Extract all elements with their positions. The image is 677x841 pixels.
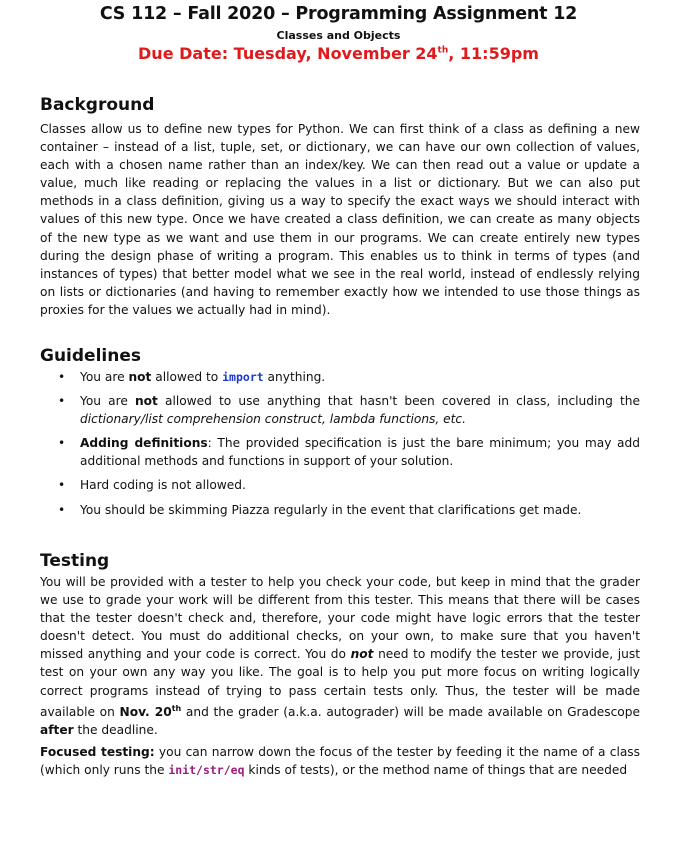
- text: you can narrow down the focus of the tester by feeding it the name of a class (which only runs the: [40, 745, 641, 778]
- bullet-icon: •: [58, 478, 66, 493]
- emphasis: Adding definitions: [80, 436, 208, 451]
- code-methods: init/str/eq: [168, 763, 245, 778]
- page-subtitle: Classes and Objects: [276, 29, 401, 42]
- emphasis: not: [128, 370, 152, 384]
- testing-heading: Testing: [40, 551, 110, 571]
- date-sup: th: [171, 703, 182, 713]
- due-date: [0, 44, 677, 63]
- focused-testing-paragraph: [40, 743, 640, 779]
- text: You should be skimming Piazza regularly in the event that clarifications get made.: [80, 502, 582, 517]
- text: need to modify the tester we provide, just test on your own any way you like. The goal is to help you put more focus on writing logically correct programs instead of trying to pass certain tests only. Thus, the tester will be made available on: [40, 647, 641, 719]
- guidelines-list: [40, 368, 640, 525]
- testing-paragraph: [40, 573, 640, 739]
- emphasis: not: [350, 647, 374, 662]
- due-date-suffix-sup: th: [437, 45, 449, 56]
- list-item: [40, 434, 640, 470]
- guidelines-heading: Guidelines: [40, 346, 141, 366]
- bullet-icon: •: [58, 502, 66, 517]
- list-item: [40, 368, 640, 386]
- text: anything.: [263, 370, 326, 384]
- emphasis: not: [134, 394, 158, 409]
- emphasis: Focused testing:: [40, 745, 155, 759]
- text: You are: [80, 394, 135, 409]
- list-item: [40, 392, 640, 428]
- emphasis: after: [40, 722, 74, 737]
- text: kinds of tests), or the method name of things that are needed: [244, 763, 628, 778]
- text: : The provided specification is just the bare minimum; you may add additional methods and functions in support of your solution.: [80, 436, 640, 469]
- text: and the grader (a.k.a. autograder) will be made available on Gradescope: [181, 704, 640, 719]
- due-date-prefix: Due Date: Tuesday, November 24: [138, 44, 438, 63]
- list-item: [40, 476, 640, 494]
- bullet-icon: •: [58, 394, 66, 409]
- bullet-icon: •: [58, 370, 66, 384]
- page-title: CS 112 – Fall 2020 – Programming Assignment 12: [99, 4, 578, 24]
- text: You will be provided with a tester to help you check your code, but keep in mind that the grader we use to grade your work will be different from this tester. This means that there will be cases that the tester doesn't check and, therefore, your code might have logic errors that the tester doesn't detect. You must do additional checks, on your own, to make sure that you haven't missed anything and your code is correct. You do: [40, 575, 640, 662]
- text: allowed to use anything that hasn't been covered in class, including the: [157, 394, 640, 409]
- date-text: Nov. 20: [119, 704, 172, 719]
- emphasis-date: [120, 705, 182, 719]
- text: allowed to: [151, 370, 223, 384]
- background-heading: Background: [40, 95, 155, 115]
- text: the deadline.: [73, 722, 158, 737]
- italic-text: dictionary/list comprehension construct, lambda functions, etc.: [80, 412, 467, 427]
- background-paragraph: Classes allow us to define new types for Python. We can first think of a class as defining a new container – instead of a list, tuple, set, or dictionary, we can have our own collection of values, each with a chosen name rather than an index/key. We can then read out a value or update a value, much like reading or replacing the values in a list or dictionary. But we can also put methods in a class definition, giving us a way to specify the exact ways we should interact with values of this new type. Once we have created a class definition, we can create as many objects of the new type as we want and use them in our programs. We can create entirely new types during the design phase of writing a program. This enables us to think in terms of types (and instances of types) that better model what we see in the real world, instead of endlessly relying on lists or dictionaries (and having to remember exactly how we intended to use those things as proxies for the values we actually had in mind).: [40, 122, 640, 317]
- due-date-time: , 11:59pm: [448, 44, 539, 63]
- bullet-icon: •: [58, 436, 66, 451]
- list-item: [40, 501, 640, 519]
- text: Hard coding is not allowed.: [80, 478, 246, 493]
- text: You are: [80, 370, 129, 384]
- code-import: import: [222, 370, 264, 384]
